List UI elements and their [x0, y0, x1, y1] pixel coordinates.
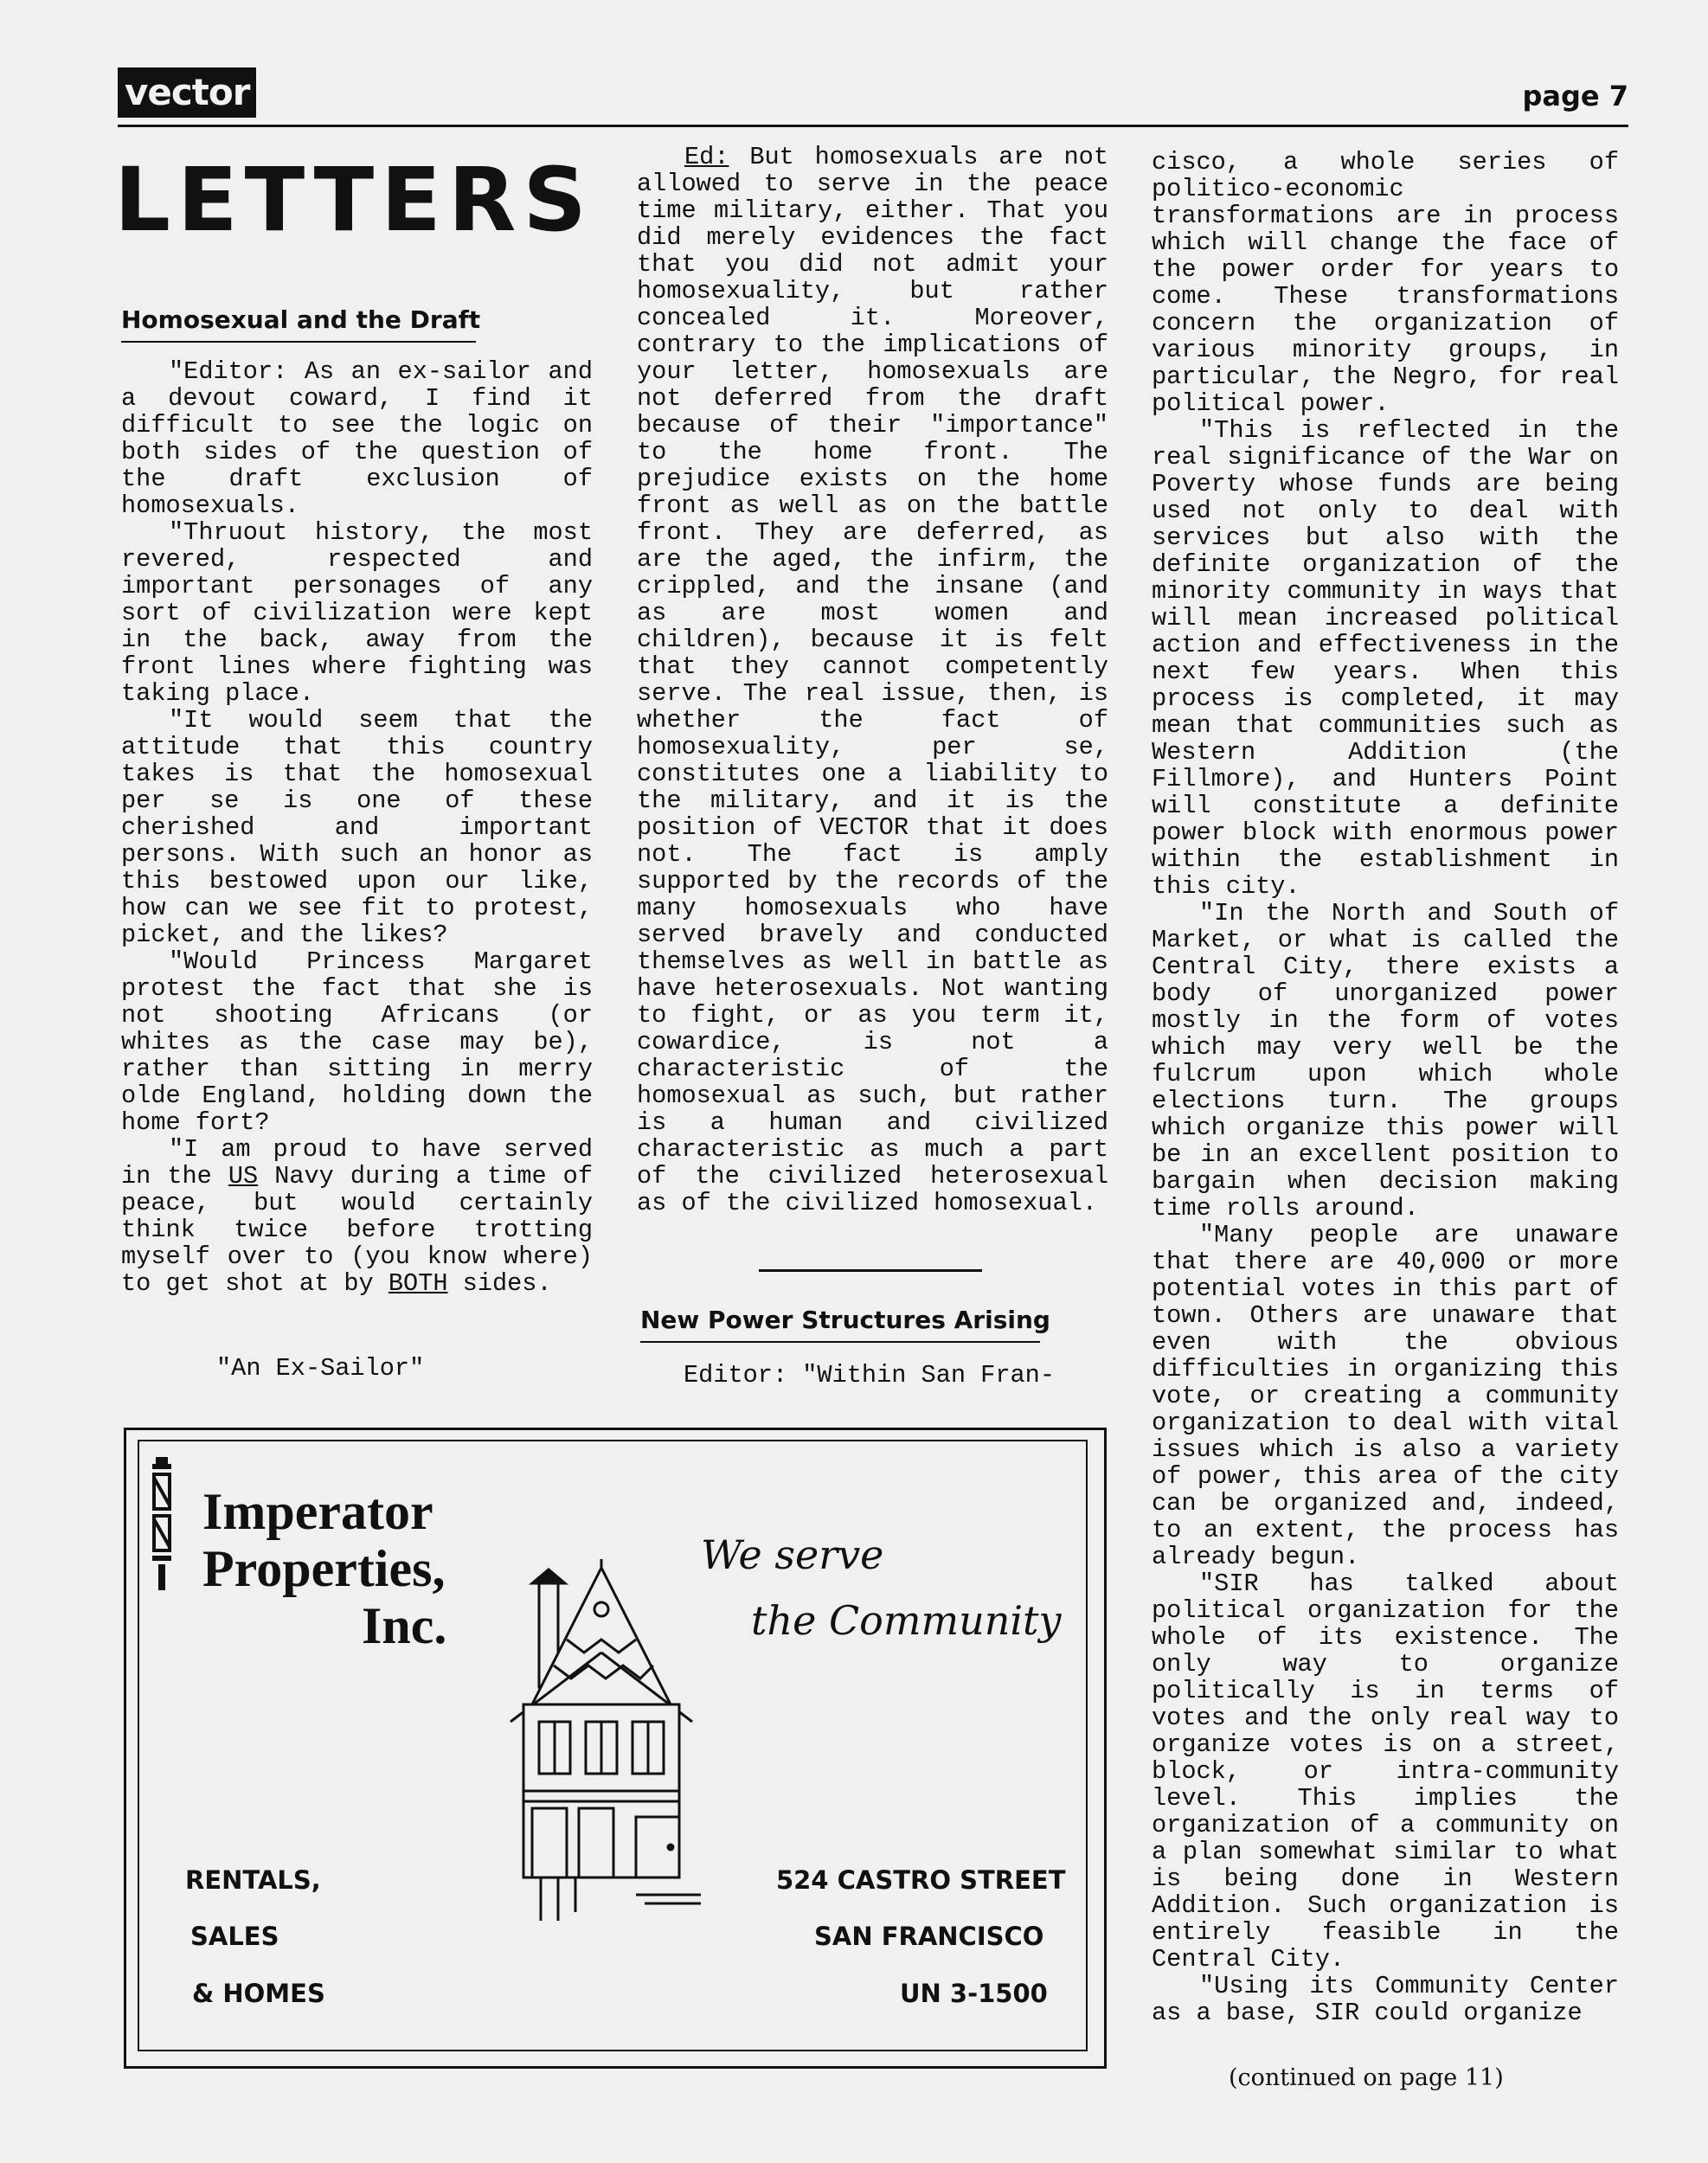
letter1-paragraph: "It would seem that the attitude that this country takes is that the homosexual per se is one of these cherished and important persons. With such an honor as this bestowed upon our like, how can we see fit to protest, picket, and the likes?	[121, 706, 593, 949]
victorian-house-illustration	[506, 1557, 705, 1938]
letter2-paragraph: "This is reflected in the real significance of the War on Poverty whose funds are being used not only to deal with services but also with the definite organization of the minority community in ways that will mean increased political action and effectiveness in the next few years. When this process is completed, it may mean that communities such as Western Addition (the Fillmore), and Hunters Point will constitute a definite power block with enormous power within the establishment in this city.	[1152, 416, 1619, 901]
ad-tagline-1: We serve	[701, 1531, 884, 1578]
barber-pole-icon	[149, 1455, 175, 1602]
letter2-body	[1152, 149, 1619, 2026]
letter2-paragraph: "Using its Community Center as a base, SIR could organize	[1152, 1972, 1619, 2027]
text-span: "I am proud to have served in the	[121, 1135, 593, 1191]
letter1-body	[121, 358, 593, 1297]
ad-company-line1: Imperator	[202, 1483, 433, 1540]
header-rule	[118, 125, 1628, 127]
ad-company-line2: Properties,	[202, 1540, 446, 1597]
editor-label: Ed:	[684, 143, 729, 171]
ad-address: 524 CASTRO STREET	[776, 1865, 1066, 1895]
ad-service-sales: SALES	[190, 1922, 279, 1951]
letter1-paragraph: "Would Princess Margaret protest the fact that she is not shooting Africans (or whites as the case may be), rather than sitting in merry olde England, holding down the home fort?	[121, 947, 593, 1137]
continued-note: (continued on page 11)	[1229, 2064, 1504, 2091]
letter1-heading: Homosexual and the Draft	[121, 305, 476, 343]
text-span: Navy during a time of peace, but would certainly think twice before trotting myself over to (you know where) to get shot at by	[121, 1162, 593, 1298]
ad-service-homes: & HOMES	[192, 1979, 325, 2008]
letter1-paragraph-last	[121, 1136, 593, 1297]
section-title: LETTERS	[114, 149, 594, 252]
editor-reply-paragraph	[637, 144, 1108, 1216]
ad-service-rentals: RENTALS,	[185, 1865, 321, 1895]
letter1-paragraph: "Thruout history, the most revered, respected and important personages of any sort of civilization were kept in the back, away from the front lines where fighting was taking place.	[121, 518, 593, 708]
letter1-paragraph: "Editor: As an ex-sailor and a devout coward, I find it difficult to see the logic on both sides of the question of the draft exclusion of homosexuals.	[121, 357, 593, 520]
letter2-paragraph: cisco, a whole series of politico-economic transformations are in process which will change the face of the power order for years to come. These transformations concern the organization of various minority groups, in particular, the Negro, for real political power.	[1152, 148, 1619, 418]
letter2-paragraph: "SIR has talked about political organization for the whole of its existence. The only way to organize politically is in terms of votes and the only real way to organize votes is on a street, block, or intra-community level. This implies the organization of a community on a plan somewhat similar to what is being done in Western Addition. Such organization is entirely feasible in the Central City.	[1152, 1569, 1619, 1974]
text-span: sides.	[447, 1269, 552, 1298]
ad-city: SAN FRANCISCO	[814, 1922, 1044, 1951]
ad-company-line3: Inc.	[362, 1597, 447, 1654]
underlined-us: US	[228, 1162, 259, 1191]
editor-reply	[637, 144, 1108, 1216]
page-number: page 7	[1522, 80, 1628, 112]
underlined-both: BOTH	[388, 1269, 448, 1298]
text-span: But homosexuals are not allowed to serve in the peace time military, either. That you did merely evidences the fact that you did not admit your homosexuality, but rather concealed it. Moreover, contrary to the implications of your letter, homosexuals are not deferred from the draft because of their "importance" to the home front. The prejudice exists on the home front as well as on the battle front. They are deferred, as are the aged, the infirm, the crippled, and the insane (and as are most women and children), because it is felt that they cannot competently serve. The real issue, then, is whether the fact of homosexuality, per se, constitutes one a liability to the military, and it is the position of VECTOR that it does not. The fact is amply supported by the records of the many homosexuals who have served bravely and conducted themselves as well in battle as have heterosexuals. Not wanting to fight, or as you term it, cowardice, is not a characteristic of the homosexual as such, but rather is a human and civilized characteristic as much a part of the civilized heterosexual as of the civilized homosexual.	[637, 143, 1108, 1217]
letter2-intro: Editor: "Within San Fran-	[684, 1361, 1055, 1390]
ad-phone: UN 3-1500	[900, 1979, 1048, 2008]
letter2-paragraph: "In the North and South of Market, or what is called the Central City, there exists a body of unorganized power mostly in the form of votes which may very well be the fulcrum upon which whole elections turn. The groups which organize this power will be in an excellent position to bargain when decision making time rolls around.	[1152, 899, 1619, 1223]
letter1-signature: "An Ex-Sailor"	[216, 1354, 425, 1383]
masthead-logo: vector	[118, 67, 256, 118]
letter2-heading: New Power Structures Arising	[640, 1305, 1040, 1343]
section-divider	[759, 1269, 982, 1272]
letter2-paragraph: "Many people are unaware that there are 40,000 or more potential votes in this part of town. Others are unaware that even with the obvious difficulties in organizing this vote, or creating a community organization to deal with vital issues which is also a variety of power, this area of the city can be organized and, indeed, to an extent, the process has already begun.	[1152, 1221, 1619, 1571]
ad-tagline-2: the Community	[751, 1597, 1062, 1644]
